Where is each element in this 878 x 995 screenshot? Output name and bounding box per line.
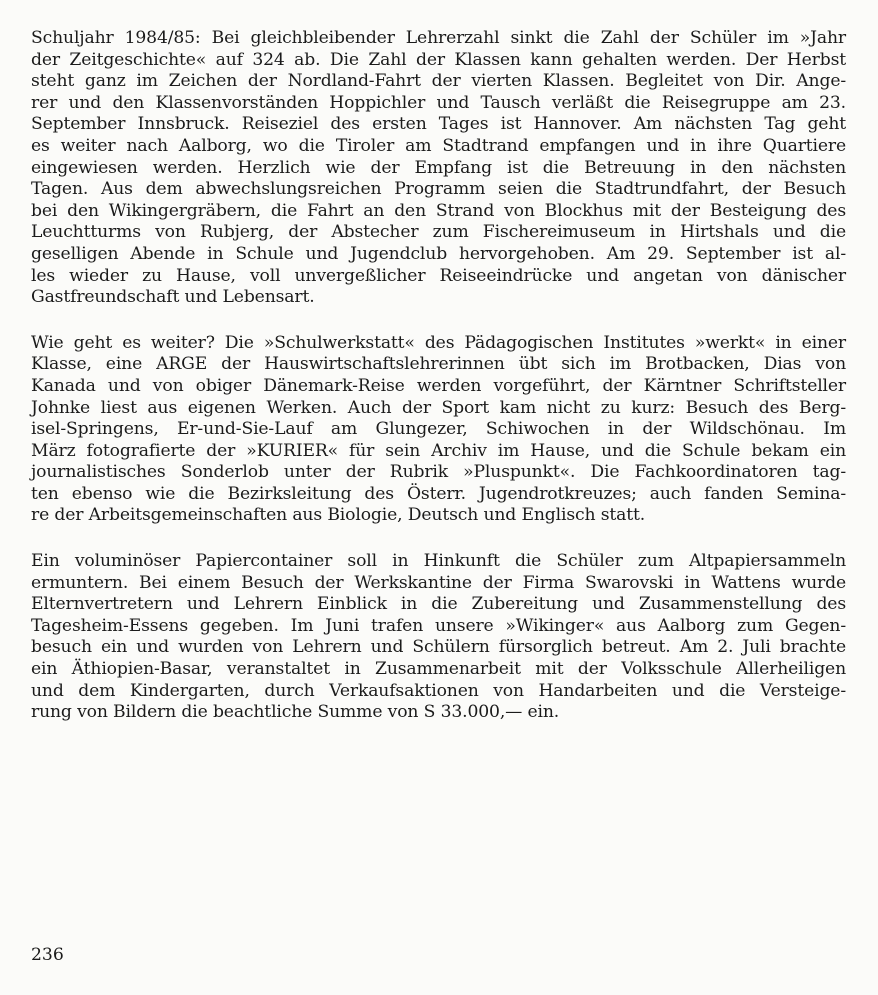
text-line: ein Äthiopien-Basar, veranstaltet in Zusammenarbeit mit der Volksschule Allerheiligen [31, 659, 846, 680]
text-line: bei den Wikingergräbern, die Fahrt an den Strand von Blockhus mit der Besteigung des [31, 200, 846, 221]
text-line: besuch ein und wurden von Lehrern und Schülern fürsorglich betreut. Am 2. Juli brachte [31, 637, 846, 658]
text-line: rer und den Klassenvorständen Hoppichler und Tausch verläßt die Reisegruppe am 23. [31, 92, 846, 113]
body-text [31, 28, 846, 724]
text-line: Schuljahr 1984/85: Bei gleichbleibender Lehrerzahl sinkt die Zahl der Schüler im »Jahr [31, 28, 846, 48]
text-line: re der Arbeitsgemeinschaften aus Biologie, Deutsch und Englisch statt. [31, 505, 646, 526]
text-line: Kanada und von obiger Dänemark-Reise werden vorgeführt, der Kärntner Schriftsteller [31, 375, 846, 396]
text-line: und dem Kindergarten, durch Verkaufsaktionen von Handarbeiten und die Versteige- [31, 680, 846, 701]
text-line: Tagen. Aus dem abwechslungsreichen Programm seien die Stadtrundfahrt, der Besuch [31, 179, 846, 200]
text-line: les wieder zu Hause, voll unvergeßlicher Reiseeindrücke und angetan von dänischer [31, 265, 846, 286]
text-line: es weiter nach Aalborg, wo die Tiroler am Stadtrand empfangen und in ihre Quartiere [31, 135, 846, 156]
text-line: ermuntern. Bei einem Besuch der Werkskantine der Firma Swarovski in Wattens wurde [31, 572, 846, 593]
text-line: Klasse, eine ARGE der Hauswirtschaftslehrerinnen übt sich im Brotbacken, Dias von [31, 354, 846, 375]
text-line: Johnke liest aus eigenen Werken. Auch der Sport kam nicht zu kurz: Besuch des Berg- [31, 397, 846, 418]
text-line: isel-Springens, Er-und-Sie-Lauf am Glungezer, Schiwochen in der Wildschönau. Im [31, 419, 846, 440]
page-number: 236 [31, 945, 64, 965]
text-line: eingewiesen werden. Herzlich wie der Empfang ist die Betreuung in den nächsten [31, 157, 846, 178]
text-line: geselligen Abende in Schule und Jugendclub hervorgehoben. Am 29. September ist al- [31, 243, 846, 264]
text-line: ten ebenso wie die Bezirksleitung des Österr. Jugendrotkreuzes; auch fanden Semina- [31, 483, 846, 504]
text-line: September Innsbruck. Reiseziel des ersten Tages ist Hannover. Am nächsten Tag geht [31, 114, 846, 135]
text-line: Elternvertretern und Lehrern Einblick in die Zubereitung und Zusammenstellung des [31, 594, 846, 615]
text-line: Leuchtturms von Rubjerg, der Abstecher zum Fischereimuseum in Hirtshals und die [31, 222, 846, 243]
text-line: steht ganz im Zeichen der Nordland-Fahrt der vierten Klassen. Begleitet von Dir. Ange- [31, 71, 846, 92]
paragraph-school-year [31, 28, 846, 309]
text-line: Wie geht es weiter? Die »Schulwerkstatt« des Pädagogischen Institutes »werkt« in einer [31, 332, 846, 353]
text-line: rung von Bildern die beachtliche Summe von S 33.000,— ein. [31, 702, 560, 723]
text-line: März fotografierte der »KURIER« für sein Archiv im Hause, und die Schule bekam ein [31, 440, 846, 461]
paragraph-activities [31, 333, 846, 527]
paragraph-paper-container [31, 551, 846, 724]
text-line: journalistisches Sonderlob unter der Rubrik »Pluspunkt«. Die Fachkoordinatoren tag- [31, 462, 846, 483]
text-line: der Zeitgeschichte« auf 324 ab. Die Zahl der Klassen kann gehalten werden. Der Herbst [31, 49, 846, 70]
text-line: Tagesheim-Essens gegeben. Im Juni trafen unsere »Wikinger« aus Aalborg zum Gegen- [31, 615, 846, 636]
text-line: Gastfreundschaft und Lebensart. [31, 287, 315, 308]
text-line: Ein voluminöser Papiercontainer soll in Hinkunft die Schüler zum Altpapiersammeln [31, 551, 846, 572]
